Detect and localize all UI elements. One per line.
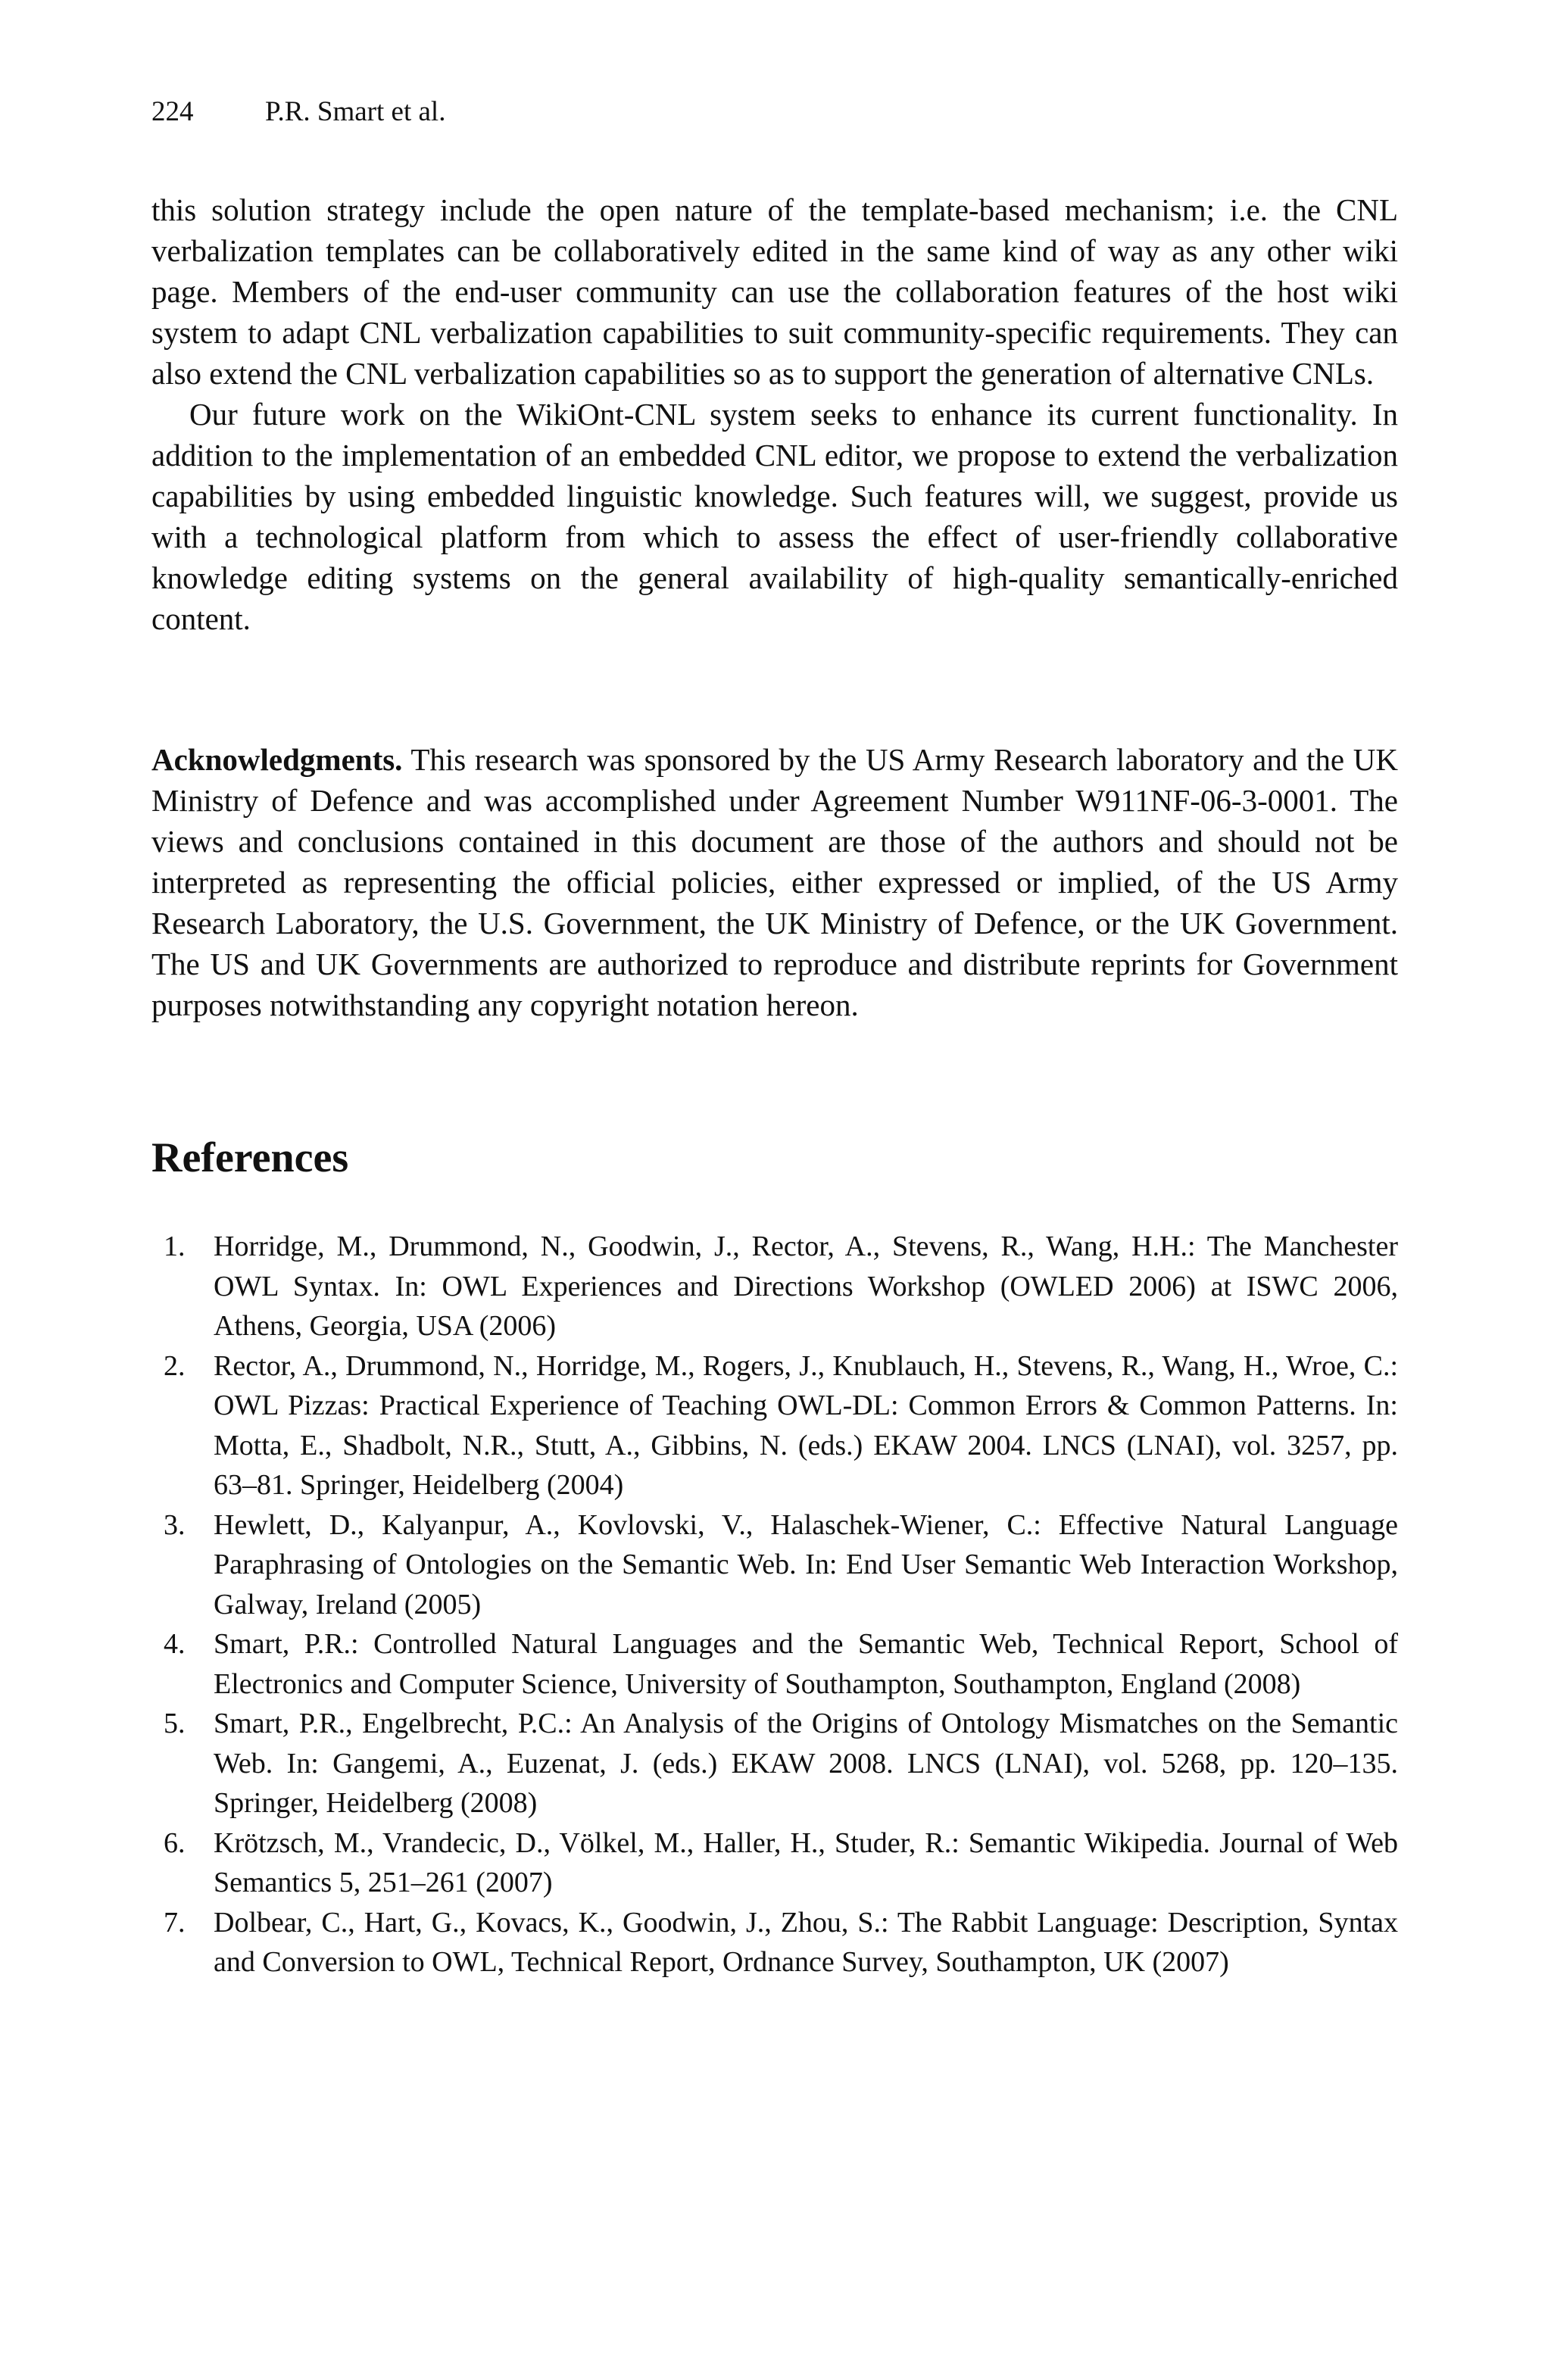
reference-text: Krötzsch, M., Vrandecic, D., Völkel, M., Haller, H., Studer, R.: Semantic Wikipedia. Journal of Web Semantics 5, 251–261 (2007) [214, 1826, 1398, 1898]
running-header [151, 95, 445, 129]
reference-number: 4. [164, 1628, 186, 1660]
acknowledgments-section [151, 739, 1398, 1025]
reference-number: 2. [164, 1349, 186, 1382]
reference-number: 5. [164, 1708, 186, 1739]
reference-text: Hewlett, D., Kalyanpur, A., Kovlovski, V., Halaschek-Wiener, C.: Effective Natural Language Paraphrasing of Ontologies on the Semantic Web. In: End User Semantic Web Interaction Workshop, Galway, Ireland (2005) [214, 1508, 1398, 1620]
reference-list [151, 1227, 1398, 1982]
reference-item [151, 1704, 1398, 1823]
reference-item [151, 1346, 1398, 1505]
reference-number: 3. [164, 1508, 186, 1541]
reference-item [151, 1624, 1398, 1704]
reference-text: Smart, P.R., Engelbrecht, P.C.: An Analysis of the Origins of Ontology Mismatches on the Semantic Web. In: Gangemi, A., Euzenat, J. (eds.) EKAW 2008. LNCS (LNAI), vol. 5268, pp. 120–135. Springer, Heidelberg (2008) [214, 1708, 1398, 1819]
reference-item [151, 1903, 1398, 1982]
reference-item [151, 1505, 1398, 1625]
reference-text: Horridge, M., Drummond, N., Goodwin, J., Rector, A., Stevens, R., Wang, H.H.: The Manchester OWL Syntax. In: OWL Experiences and Directions Workshop (OWLED 2006) at ISWC 2006, Athens, Georgia, USA (2006) [214, 1231, 1398, 1342]
page-number: 224 [151, 96, 194, 127]
acknowledgments-text: This research was sponsored by the US Army Research laboratory and the UK Ministry of Defence and was accomplished under Agreement Number W911NF-06-3-0001. The views and conclusions contained in this document are those of the authors and should not be interpreted as representing the official policies, either expressed or implied, of the US Army Research Laboratory, the U.S. Government, the UK Ministry of Defence, or the UK Government. The US and UK Governments are authorized to reproduce and distribute reprints for Government purposes notwithstanding any copyright notation hereon. [151, 742, 1398, 1022]
acknowledgments-title: Acknowledgments. [151, 742, 403, 777]
reference-number: 6. [164, 1826, 186, 1859]
running-header-authors: P.R. Smart et al. [265, 96, 446, 127]
reference-text: Smart, P.R.: Controlled Natural Languages and the Semantic Web, Technical Report, School of Electronics and Computer Science, University of Southampton, Southampton, England (2008) [214, 1628, 1398, 1700]
acknowledgments-paragraph [151, 739, 1398, 1025]
reference-text: Rector, A., Drummond, N., Horridge, M., Rogers, J., Knublauch, H., Stevens, R., Wang, H., Wroe, C.: OWL Pizzas: Practical Experience of Teaching OWL-DL: Common Errors & Common Patterns. In: Motta, E., Shadbolt, N.R., Stutt, A., Gibbins, N. (eds.) EKAW 2004. LNCS (LNAI), vol. 3257, pp. 63–81. Springer, Heidelberg (2004) [214, 1349, 1398, 1501]
body-paragraph: this solution strategy include the open nature of the template-based mechanism; i.e. the CNL verbalization templates can be collaboratively edited in the same kind of way as any other wiki page. Members of the end-user community can use the collaboration features of the host wiki system to adapt CNL verbalization capabilities to suit community-specific requirements. They can also extend the CNL verbalization capabilities so as to support the generation of alternative CNLs. [151, 192, 1398, 391]
reference-item [151, 1823, 1398, 1903]
references-heading: References [151, 1134, 349, 1181]
reference-text: Dolbear, C., Hart, G., Kovacs, K., Goodwin, J., Zhou, S.: The Rabbit Language: Description, Syntax and Conversion to OWL, Technical Report, Ordnance Survey, Southampton, UK (2007) [214, 1906, 1398, 1978]
body-paragraph: Our future work on the WikiOnt-CNL system seeks to enhance its current functionality. In addition to the implementation of an embedded CNL editor, we propose to extend the verbalization capabilities by using embedded linguistic knowledge. Such features will, we suggest, provide us with a technological platform from which to assess the effect of user-friendly collaborative knowledge editing systems on the general availability of high-quality semantically-enriched content. [151, 397, 1398, 636]
reference-number: 7. [164, 1906, 186, 1939]
reference-number: 1. [164, 1231, 186, 1262]
body-text [151, 189, 1398, 639]
reference-item [151, 1227, 1398, 1346]
